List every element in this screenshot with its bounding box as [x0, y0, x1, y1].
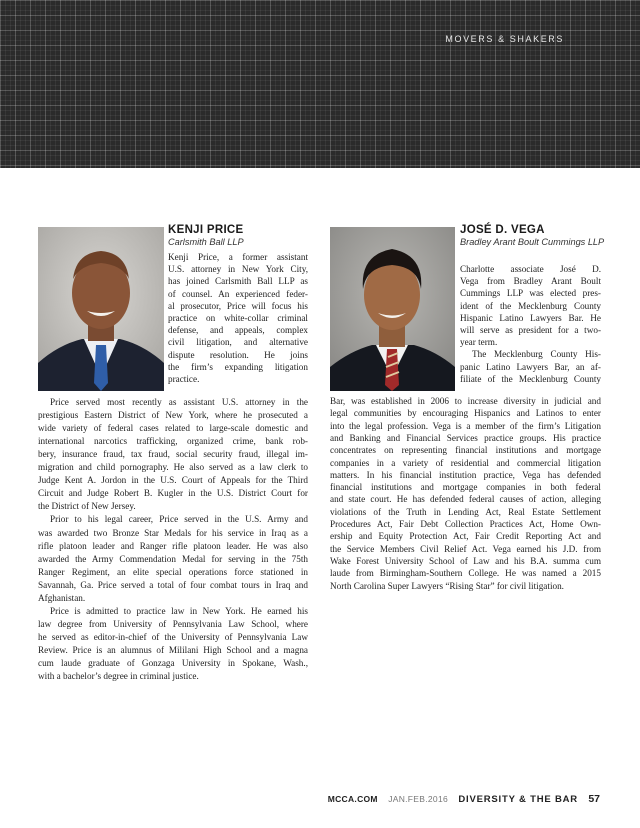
article-line: ership and Equity Protection Act, Fair Credit Reporting Act and [330, 531, 601, 542]
jose-vega-name: JOSÉ D. VEGA [460, 224, 545, 236]
article-line: law degree from University of Pennsylvania Law School, where [38, 618, 308, 629]
article-line: Charlotte associate José D. [460, 264, 601, 274]
article-line: Bar, was established in 2006 to increase diversity in judicial and [330, 396, 601, 406]
article-line: the District of New Jersey. [38, 501, 136, 512]
article-line: dispute resolution. He joins [168, 349, 308, 360]
article-line: Price served most recently as assistant U.S. attorney in the [50, 397, 308, 407]
article-line: and state court. He has defended federal causes of action, alleging [330, 494, 601, 505]
article-line: Judge Kent A. Jordon in the U.S. Court of Appeals for the Third [38, 475, 308, 486]
article-line: bery, insurance fraud, tax fraud, social security fraud, illegal im- [38, 449, 308, 460]
kenji-price-photo [38, 227, 164, 391]
article-line: Wake Forest University School of Law and his B.A. summa cum [330, 555, 601, 566]
article-line: and Banking and Financial Services practice groups. His practice [330, 432, 601, 443]
kenji-price-name: KENJI PRICE [168, 224, 244, 236]
article-line: of counsel. An experienced feder- [168, 288, 308, 299]
article-line: Circuit and Judge Robert B. Kugler in the U.S. District Court for [38, 488, 308, 499]
footer-date: JAN.FEB.2016 [388, 794, 449, 804]
article-line: the Service Members Civil Relief Act. Vega earned his J.D. from [330, 543, 601, 554]
article-line: awarded the Army Commendation Medal for serving in the 75th [38, 553, 308, 564]
jose-vega-photo [330, 227, 455, 391]
article-line: practice. [168, 374, 200, 384]
article-line: filiate of the Mecklenburg County [460, 373, 601, 384]
page-footer [328, 793, 600, 805]
article-line: will serve as president for a two- [460, 325, 601, 335]
article-line: legal communities by encouraging Hispanics and Latinos to enter [330, 408, 601, 419]
article-line: rifle platoon leader and Ranger rifle platoon leader. He was also [38, 540, 308, 551]
article-line: civil litigation, and alternative [168, 337, 308, 348]
article-line: al prosecutor, Price will focus his [168, 300, 308, 311]
article-line: year term. [460, 337, 498, 348]
portrait-jose-vega-icon [330, 227, 455, 391]
portrait-kenji-price-icon [38, 227, 164, 391]
article-line: into the legal profession. Vega is a member of the firm’s Litigation [330, 420, 601, 431]
article-line: concentrates on representing financial institutions and mortgage [330, 445, 601, 456]
article-line: was awarded two Bronze Star Medals for his service in Iraq as a [38, 527, 308, 538]
article-line: has joined Carlsmith Ball LLP as [168, 276, 308, 287]
header-banner [0, 0, 640, 168]
article-line: Ranger Regiment, an elite special operations force stationed in [38, 566, 308, 577]
article-line: Kenji Price, a former assistant [168, 252, 308, 262]
article-line: matters. In his financial institution practice, Vega has defended [330, 469, 601, 480]
article-line: Hispanic Latino Lawyers Bar. He [460, 312, 601, 323]
article-line: laude from Birmingham-Southern College. He was named a 2015 [330, 568, 601, 579]
article-line: U.S. attorney in New York City, [168, 264, 308, 275]
article-line: Review. Price is an alumnus of Mililani High School and a magna [38, 644, 308, 655]
jose-vega-firm: Bradley Arant Boult Cummings LLP [460, 237, 605, 247]
article-line: wide variety of federal cases related to large-scale domestic and [38, 423, 308, 434]
article-line: ident of the Mecklenburg County [460, 300, 601, 311]
article-line: panic Latino Lawyers Bar, an af- [460, 361, 601, 372]
article-line: companies in a variety of residential and commercial litigation [330, 457, 601, 468]
article-line: Vega from Bradley Arant Boult [460, 276, 601, 287]
article-line: cum laude graduate of Gonzaga University in Spokane, Wash., [38, 658, 308, 668]
article-line: Price is admitted to practice law in New York. He earned his [50, 605, 308, 616]
footer-page-number: 57 [588, 793, 600, 805]
article-line: violations of the Truth in Lending Act, Real Estate Settlement [330, 506, 601, 517]
footer-magazine: DIVERSITY & THE BAR [458, 794, 578, 805]
article-line: practice on white-collar criminal [168, 313, 308, 323]
article-line: The Mecklenburg County His- [472, 349, 601, 360]
article-line: Procedures Act, Fair Debt Collection Practices Act, Home Own- [330, 519, 601, 529]
article-line: Afghanistan. [38, 592, 86, 603]
kenji-price-firm: Carlsmith Ball LLP [168, 237, 244, 247]
footer-site: MCCA.COM [327, 794, 378, 804]
section-label: MOVERS & SHAKERS [445, 34, 564, 44]
article-line: the firm’s expanding litigation [168, 361, 308, 372]
article-line: migration and child pornography. He also served as a law clerk to [38, 462, 308, 473]
article-line: international narcotics trafficking, organized crime, bank rob- [38, 436, 308, 447]
article-line: North Carolina Super Lawyers “Rising Star” for civil litigation. [330, 580, 564, 591]
article-line: defense, and appeals, complex [168, 325, 308, 336]
article-line: Cummings LLP was elected pres- [460, 288, 601, 299]
article-line: Savannah, Ga. Price served a total of four combat tours in Iraq and [38, 579, 308, 590]
article-line: financial institutions and mortgage companies in both federal [330, 482, 601, 493]
article-line: with a bachelor’s degree in criminal justice. [38, 671, 199, 682]
article-line: he served as editor-in-chief of the University of Pennsylvania Law [38, 631, 308, 642]
article-line: prestigious Eastern District of New York, where he prosecuted a [38, 410, 308, 421]
article-line: Prior to his legal career, Price served in the U.S. Army and [50, 514, 308, 525]
